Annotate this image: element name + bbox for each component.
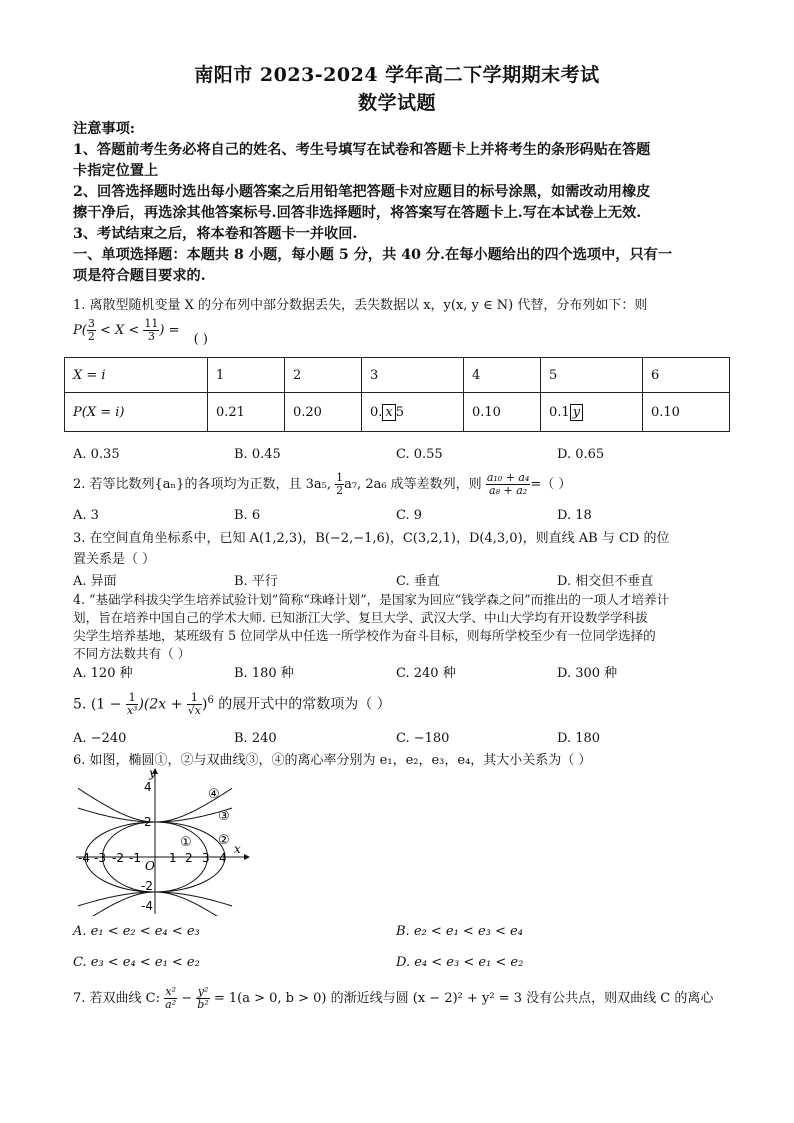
q5-option-d[interactable]: D. 180 xyxy=(557,731,601,746)
table-cell: 0.21 xyxy=(208,393,285,432)
y-tick: 2 xyxy=(144,815,152,829)
x-axis-arrow xyxy=(244,854,250,860)
missing-x-box: x xyxy=(382,404,395,421)
q5-option-b[interactable]: B. 240 xyxy=(234,731,277,746)
q4-stem-a: 4. “基础学科拔尖学生培养试验计划”简称“珠峰计划”，是国家为回应“钱学森之问”而推出的一项人才培养计 xyxy=(73,592,670,607)
table-header-cell: 3 xyxy=(362,358,464,393)
q4-option-c[interactable]: C. 240 种 xyxy=(396,666,456,681)
notice-item-1b: 卡指定位置上 xyxy=(73,163,159,179)
q6-stem: 6. 如图，椭圆①，②与双曲线③，④的离心率分别为 e₁，e₂，e₃，e₄，其大小关系为（ ） xyxy=(73,753,592,768)
notice-item-2a: 2、回答选择题时选出每小题答案之后用铅笔把答题卡对应题目的标号涂黑，如需改动用橡皮 xyxy=(73,184,651,200)
q2-stem: 2. 若等比数列{aₙ}的各项均为正数，且 3a₅, $\frac{1}{2}$ a₇, 2a₆ 成等差数列，则 $\frac{\text{a₁₀ + a₄}}{\text{a₈ + a₂}}$ =（ ） xyxy=(73,471,572,497)
q4-stem-c: 尖学生培养基地，某班级有 5 位同学从中任选一所学校作为奋斗目标，则每所学校至少有一位同学选择的 xyxy=(73,628,656,643)
curve-label-3: ③ xyxy=(218,809,230,824)
q2-option-a[interactable]: A. 3 xyxy=(73,508,99,523)
fraction: $\frac{3}{2}$ xyxy=(87,317,95,343)
y-tick: -4 xyxy=(141,899,153,913)
q4-option-b[interactable]: B. 180 种 xyxy=(234,666,294,681)
fraction: $\frac{11}{3}$ xyxy=(144,317,159,343)
table-row xyxy=(65,358,730,393)
y-tick: -2 xyxy=(141,879,153,893)
table-cell: 0.10 xyxy=(643,393,730,432)
q6-option-c[interactable]: C. e₃ < e₄ < e₁ < e₂ xyxy=(73,955,200,970)
table-header-cell: 4 xyxy=(464,358,541,393)
q1-option-a[interactable]: A. 0.35 xyxy=(73,447,120,462)
q3-option-a[interactable]: A. 异面 xyxy=(73,574,117,589)
q6-option-b[interactable]: B. e₂ < e₁ < e₃ < e₄ xyxy=(396,924,523,939)
table-cell: 0.1 y xyxy=(541,393,643,432)
q5-option-c[interactable]: C. −180 xyxy=(396,731,450,746)
y-axis-label: y xyxy=(149,766,156,780)
x-tick: 3 xyxy=(202,851,210,865)
q1-stem: 1. 离散型随机变量 X 的分布列中部分数据丢失，丢失数据以 x，y(x, y ∈ N) 代替，分布列如下：则 xyxy=(73,298,648,313)
notice-item-3: 3、考试结束之后，将本卷和答题卡一并收回. xyxy=(73,226,358,242)
q5-stem: 5. (1 − $\frac{1}{\text{x³}}$ )(2x + $\frac{1}{√x}$ )$^6$ 的展开式中的常数项为（ ） xyxy=(73,691,391,718)
x-axis-label: x xyxy=(234,842,241,856)
q6-option-a[interactable]: A. e₁ < e₂ < e₄ < e₃ xyxy=(73,924,200,939)
q5-option-a[interactable]: A. −240 xyxy=(73,731,127,746)
q3-stem-a: 3. 在空间直角坐标系中，已知 A(1,2,3)，B(−2,−1,6)，C(3,2,1)，D(4,3,0)，则直线 AB 与 CD 的位 xyxy=(73,531,670,546)
table-header-cell: X = i xyxy=(65,358,208,393)
curve-label-2: ② xyxy=(218,833,230,848)
table-row xyxy=(65,393,730,432)
exam-title: 南阳市 2023-2024 学年高二下学期期末考试 xyxy=(194,64,600,86)
table-row-label: P(X = i) xyxy=(65,393,208,432)
q2-option-c[interactable]: C. 9 xyxy=(396,508,423,523)
origin-label: O xyxy=(145,859,155,873)
conic-graph xyxy=(72,764,252,916)
missing-y-box: y xyxy=(570,404,583,421)
q1-probability: P( $\frac{3}{2}$ < X < $\frac{11}{3}$ ) = ( ) xyxy=(73,317,208,347)
exam-subtitle: 数学试题 xyxy=(357,92,436,114)
q3-option-d[interactable]: D. 相交但不垂直 xyxy=(557,574,654,589)
curve-label-1: ① xyxy=(180,835,192,850)
section-heading-1: 一、单项选择题：本题共 8 小题，每小题 5 分，共 40 分.在每小题给出的四个选项中，只有一 xyxy=(73,247,673,263)
curve-label-4: ④ xyxy=(208,787,220,802)
distribution-table xyxy=(64,357,730,432)
table-header-cell: 1 xyxy=(208,358,285,393)
q3-option-c[interactable]: C. 垂直 xyxy=(396,574,440,589)
q1-option-c[interactable]: C. 0.55 xyxy=(396,447,443,462)
q4-stem-b: 划，旨在培养中国自己的学术大师. 已知浙江大学、复旦大学、武汉大学、中山大学均有开设数学学科拔 xyxy=(73,610,648,625)
q2-option-d[interactable]: D. 18 xyxy=(557,508,592,523)
q1-option-b[interactable]: B. 0.45 xyxy=(234,447,281,462)
q3-option-b[interactable]: B. 平行 xyxy=(234,574,278,589)
table-header-cell: 6 xyxy=(643,358,730,393)
table-cell: 0.10 xyxy=(464,393,541,432)
q3-stem-b: 置关系是（ ） xyxy=(73,552,156,567)
table-cell: 0. x 5 xyxy=(362,393,464,432)
x-tick: -1 xyxy=(129,851,141,865)
notice-heading: 注意事项: xyxy=(73,121,135,137)
q4-option-a[interactable]: A. 120 种 xyxy=(73,666,133,681)
x-tick: 4 xyxy=(219,851,227,865)
table-header-cell: 5 xyxy=(541,358,643,393)
q7-stem: 7. 若双曲线 C: $\frac{\text{x²}}{\text{a²}}$ − $\frac{\text{y²}}{\text{b²}}$ = 1(a > 0, b > 0) 的渐近线与圆 (x − 2)² + y² = 3 没有公共点，则双曲线 C 的离心 xyxy=(73,985,714,1011)
x-tick: -3 xyxy=(94,851,106,865)
notice-item-1a: 1、答题前考生务必将自己的姓名、考生号填写在试卷和答题卡上并将考生的条形码贴在答题 xyxy=(73,142,651,158)
section-heading-2: 项是符合题目要求的. xyxy=(73,268,206,284)
q2-option-b[interactable]: B. 6 xyxy=(234,508,261,523)
x-tick: 1 xyxy=(169,851,177,865)
x-tick: -2 xyxy=(112,851,124,865)
x-tick: 2 xyxy=(185,851,193,865)
q4-option-d[interactable]: D. 300 种 xyxy=(557,666,618,681)
x-tick: -4 xyxy=(78,851,90,865)
y-tick: 4 xyxy=(144,780,152,794)
notice-item-2b: 擦干净后，再选涂其他答案标号.回答非选择题时，将答案写在答题卡上.写在本试卷上无效. xyxy=(73,205,642,221)
table-header-cell: 2 xyxy=(285,358,362,393)
q6-option-d[interactable]: D. e₄ < e₃ < e₁ < e₂ xyxy=(396,955,524,970)
q4-stem-d: 不同方法数共有（ ） xyxy=(73,646,191,661)
table-cell: 0.20 xyxy=(285,393,362,432)
q1-option-d[interactable]: D. 0.65 xyxy=(557,447,605,462)
